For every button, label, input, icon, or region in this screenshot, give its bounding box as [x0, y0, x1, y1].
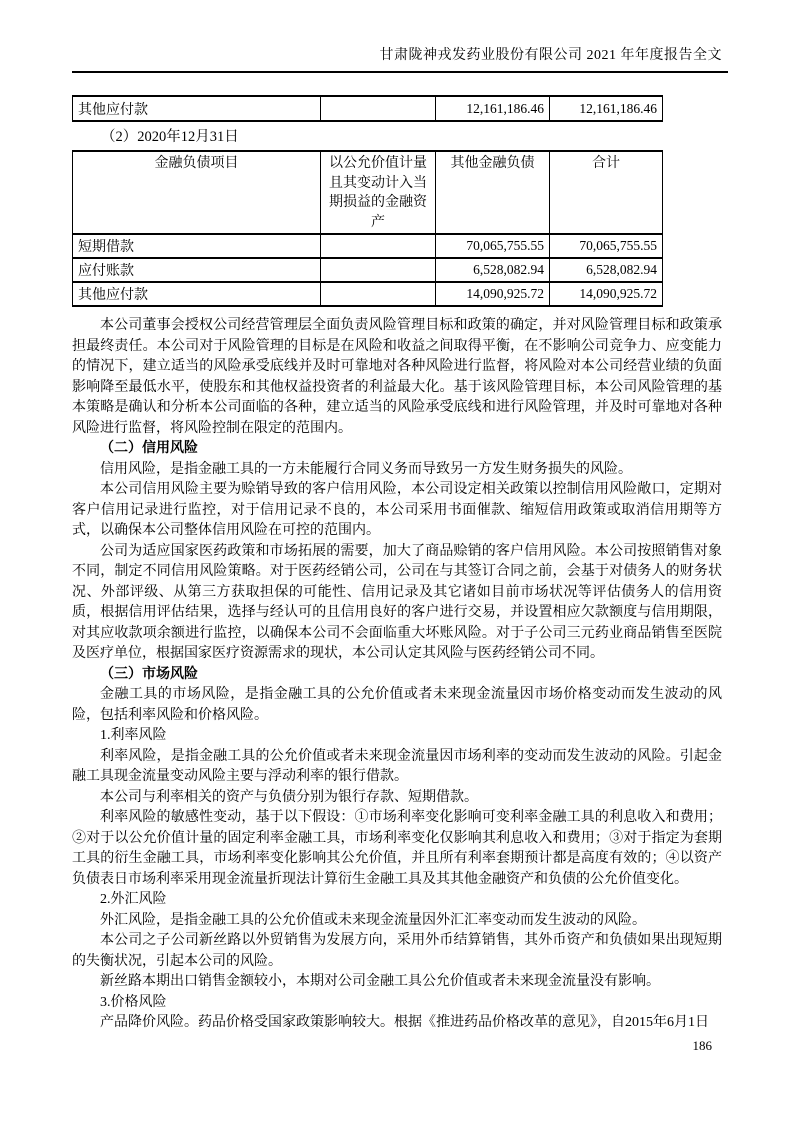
paragraph-market-risk-definition: 金融工具的市场风险，是指金融工具的公允价值或者未来现金流量因市场价格变动而发生波动的风险，包括利率风险和价格风险。	[72, 687, 722, 723]
cell-item-label: 短期借款	[73, 234, 321, 258]
column-header-total: 合计	[550, 151, 663, 234]
risk-management-text-block	[72, 316, 722, 1034]
paragraph-credit-risk-control: 本公司信用风险主要为赊销导致的客户信用风险，本公司设定相关政策以控制信用风险敞口，定期对客户信用记录进行监控，对于信用记录不良的，本公司采用书面催款、缩短信用政策或取消信用期等方式，以确保本公司整体信用风险在可控的范围内。	[72, 482, 722, 538]
cell-total-value: 70,065,755.55	[550, 234, 663, 258]
cell-other-financial-liabilities-value: 12,161,186.46	[436, 96, 550, 121]
cell-total-value: 6,528,082.94	[550, 258, 663, 282]
page-header	[72, 47, 722, 65]
cell-total-value: 14,090,925.72	[550, 282, 663, 306]
cell-item-label: 其他应付款	[73, 282, 321, 306]
paragraph-credit-risk-strategy: 公司为适应国家医药政策和市场拓展的需要，加大了商品赊销的客户信用风险。本公司按照销售对象不同，制定不同信用风险策略。对于医药经销公司，公司在与其签订合同之前，会基于对债务人的财务状况、外部评级、从第三方获取担保的可能性、信用记录及其它诸如目前市场状况等评估债务人的信用资质，根据信用评估结果，选择与经认可的且信用良好的客户进行交易，并设置相应欠款额度与信用期限，对其应收款项余额进行监控，以确保本公司不会面临重大坏账风险。对于子公司三元药业商品销售至医院及医疗单位，根据国家医疗资源需求的现状，本公司认定其风险与医药经销公司不同。	[72, 543, 722, 661]
paragraph-credit-risk-definition: 信用风险，是指金融工具的一方未能履行合同义务而导致另一方发生财务损失的风险。	[100, 461, 632, 477]
cell-fvtpl-value	[321, 282, 436, 306]
paragraph-fx-risk-subsidiary: 本公司之子公司新丝路以外贸销售为发展方向，采用外币结算销售，其外币资产和负债如果出现短期的失衡状况，引起本公司的风险。	[72, 933, 722, 969]
page-number: 186	[692, 1038, 712, 1053]
section-heading-credit-risk: （二）信用风险	[100, 441, 198, 456]
cell-other-financial-liabilities-value: 14,090,925.72	[436, 282, 550, 306]
page-header-title: 甘肃陇神戎发药业股份有限公司 2021 年年度报告全文	[379, 48, 722, 63]
cell-item-label: 其他应付款	[73, 96, 321, 121]
paragraph-fx-risk-definition: 外汇风险，是指金融工具的公允价值或未来现金流量因外汇汇率变动而发生波动的风险。	[100, 912, 646, 928]
section-heading-market-risk: （三）市场风险	[100, 666, 198, 682]
cell-other-financial-liabilities-value: 70,065,755.55	[436, 234, 550, 258]
cell-item-label: 应付账款	[73, 258, 321, 282]
subheading-foreign-exchange-risk: 2.外汇风险	[100, 892, 167, 907]
section-heading-2020-12-31: （2）2020年12月31日	[101, 129, 239, 145]
cell-total-value: 12,161,186.46	[550, 96, 663, 121]
table-row	[73, 96, 663, 121]
paragraph-risk-management-policy: 本公司董事会授权公司经营管理层全面负责风险管理目标和政策的确定，并对风险管理目标和政策承担最终责任。本公司对于风险管理的目标是在风险和收益之间取得平衡，在不影响公司竞争力、应变能力的情况下，建立适当的风险承受底线并及时可靠地对各种风险进行监督，将风险对本公司经营业绩的负面影响降至最低水平，使股东和其他权益投资者的利益最大化。基于该风险管理目标，本公司风险管理的基本策略是确认和分析本公司面临的各种，建立适当的风险承受底线和进行风险管理，并及时可靠地对各种风险进行监督，将风险控制在限定的范围内。	[72, 318, 722, 436]
subheading-interest-rate-risk: 1.利率风险	[100, 728, 167, 743]
financial-liabilities-table-2021-continuation	[72, 95, 663, 122]
cell-fvtpl-value	[321, 258, 436, 282]
paragraph-price-risk: 产品降价风险。药品价格受国家政策影响较大。根据《推进药品价格改革的意见》，自2015年6月1日	[100, 1015, 709, 1030]
cell-other-financial-liabilities-value: 6,528,082.94	[436, 258, 550, 282]
paragraph-interest-rate-sensitivity: 利率风险的敏感性变动，基于以下假设：①市场利率变化影响可变利率金融工具的利息收入和费用；②对于以公允价值计量的固定利率金融工具，市场利率变化仅影响其利息收入和费用；③对于指定为套期工具的衍生金融工具，市场利率变化影响其公允价值，并且所有利率套期预计都是高度有效的；④以资产负债表日市场利率采用现金流量折现法计算衍生金融工具及其其他金融资产和负债的公允价值变化。	[72, 810, 722, 887]
table-row	[73, 282, 663, 306]
table-header-row	[73, 151, 663, 234]
table-row	[73, 234, 663, 258]
table-row	[73, 258, 663, 282]
subheading-price-risk: 3.价格风险	[100, 994, 167, 1010]
cell-fvtpl-value	[321, 234, 436, 258]
paragraph-interest-rate-assets: 本公司与利率相关的资产与负债分别为银行存款、短期借款。	[100, 789, 478, 805]
column-header-liability-item: 金融负债项目	[73, 151, 321, 234]
column-header-fvtpl-assets: 以公允价值计量且其变动计入当期损益的金融资产	[321, 151, 436, 234]
paragraph-fx-risk-impact: 新丝路本期出口销售金额较小，本期对公司金融工具公允价值或者未来现金流量没有影响。	[100, 974, 660, 989]
column-header-other-financial-liabilities: 其他金融负债	[436, 151, 550, 234]
financial-liabilities-table-2020	[72, 150, 663, 307]
cell-fvtpl-value	[321, 96, 436, 121]
paragraph-interest-rate-risk-definition: 利率风险，是指金融工具的公允价值或者未来现金流量因市场利率的变动而发生波动的风险。引起金融工具现金流量变动风险主要与浮动利率的银行借款。	[72, 748, 722, 784]
header-rule	[72, 71, 728, 73]
